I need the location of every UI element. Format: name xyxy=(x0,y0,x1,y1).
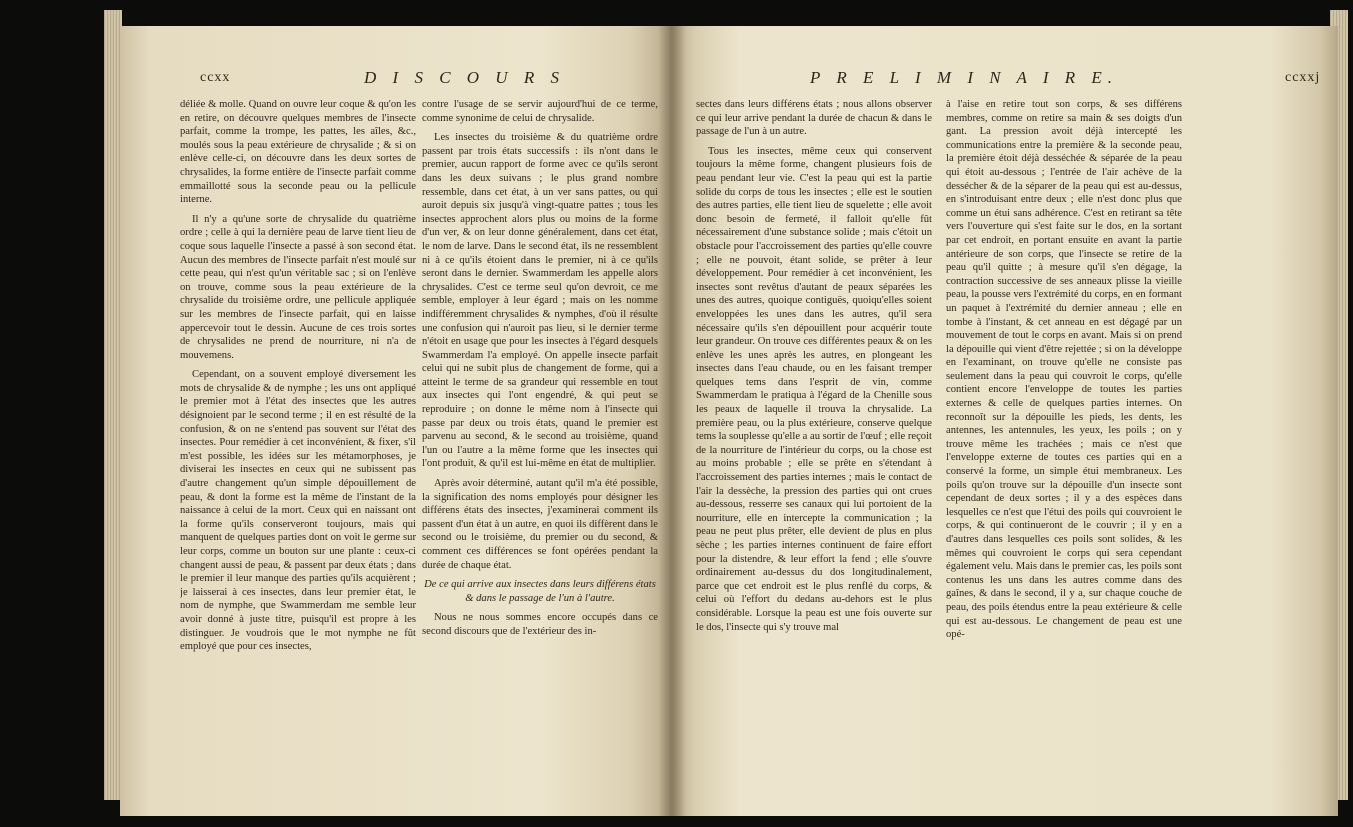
right-running-head: P R E L I M I N A I R E. xyxy=(810,68,1119,87)
open-book xyxy=(120,26,1338,816)
left-page xyxy=(120,26,670,816)
left-running-head: D I S C O U R S xyxy=(364,68,565,87)
left-page-column-1 xyxy=(180,98,416,810)
paragraph: Cependant, on a souvent employé diversement les mots de chrysalide & de nymphe ; les uns ont appliqué le premier mot à l'état des insectes que les autres désignoient par le second terme ; il en est résulté de la confusion, & on ne s'entend pas souvent sur l'état des insectes. Pour remédier à cet inconvénient, & fixer, s'il m'est possible, les idées sur les métamorphoses, je diviserai les insectes en ceux qui ne subissent pas d'autre changement qu'un simple dépouillement de peau, & dont la forme est la même de l'instant de la naissance à celui de la mort. Ceux qui en naissant ont la forme qu'ils conserveront toujours, mais qui manquent de quelques parties dont on voit le germe sur leur corps, comme un bouton sur une plante : ceux-ci changent aussi de peau, & passent par deux états ; dans le premier il leur manque des parties qu'ils acquièrent ; je laisserai à ces insectes, dans leur premier état, le nom de nymphe, que Swammerdam me semble leur avoir donné à juste titre, puisqu'il est propre à les distinguer. Je voudrois que le mot nymphe ne fût employé que pour ces insectes, xyxy=(180,369,416,653)
right-page-column-2 xyxy=(946,98,1182,810)
right-page-number: ccxxj xyxy=(1285,70,1321,85)
paragraph: Les insectes du troisième & du quatrième ordre passent par trois états successifs : ils n'ont dans le premier, aucun rapport de forme avec ce qu'ils seront dans les deux suivans ; le plus grand nombre ressemble, dans cet état, à un ver sans pattes, ou qui auroit depuis six jusqu'à vingt-quatre pattes ; tous les insectes approchent alors plus ou moins de la forme d'un ver, & on leur donne généralement, dans cet état, le nom de larve. Dans le second état, ils ne ressemblent ni à ce qu'ils étoient dans le premier, ni à ce qu'ils seront dans le dernier. Swammerdam les appelle alors chrysalides. C'est ce terme seul qu'on devroit, ce me semble, employer à leur égard ; mais on les nomme indifféremment chrysalides & nymphes, d'où il résulte une confusion qui n'auroit pas lieu, si le dernier terme n'étoit en usage que pour les insectes à l'égard desquels Swammerdam l'a employé. On appelle insecte parfait celui qui ne subit plus de changement de forme, qui a atteint le terme de sa grandeur qui ressemble en tout aux insectes qui l'ont engendré, & qui peut se reproduire ; on donne le même nom à l'insecte qui passe par deux ou trois états, quand le premier est parvenu au second, & le second au troisième, quand l'un ou l'autre a la même forme que les insectes qui l'ont produit, & qu'il est lui-même en état de multiplier. xyxy=(422,132,658,470)
right-page-column-1 xyxy=(696,98,932,810)
left-page-column-2 xyxy=(422,98,658,810)
paragraph: à l'aise en retire tout son corps, & ses différens membres, comme on retire sa main & ses doigts d'un gant. La pression avoit déjà intercepté les communications entre la première & la seconde peau, la première étoit déjà desséchée & séparée de la peau qui étoit au-dessous ; l'entrée de l'air achève de la dessécher & de la séparer de la peau qui est au-dessus, en s'introduisant entre deux ; elle n'est donc plus que comme un étui sans adhérence. C'est en retirant sa tête vers l'ouverture qui s'est faite sur le dos, en la sortant par cet endroit, en portant ensuite en avant la partie antérieure de son corps, que l'insecte se retire de la peau qu'il quitte ; à mesure qu'il s'en dégage, la contraction successive de ses anneaux plisse la vieille peau, la pousse vers l'extrémité du corps, en en formant un paquet à l'extrémité du dernier anneau ; elle en tombe à l'instant, & cet anneau en est dégagé par un mouvement de tout le corps en avant. Mais si on prend la dépouille qui vient d'être rejettée ; si on la développe en l'examinant, on trouve qu'elle ne consiste pas seulement dans la peau qui couvroit le corps, qu'elle contient encore l'enveloppe de toutes les parties externes & celle de quelques parties internes. On reconnoît sur la dépouille les pieds, les dents, les antennes, les antennules, les yeux, les poils ; on y trouve même les trachées ; mais ce n'est que l'enveloppe externe de toutes ces parties qui en a conservé la forme, un simple étui membraneux. Les poils qu'on trouve sur la dépouille d'un insecte sont cependant de deux sortes ; il y a des espèces dans lesquelles ce n'est que l'étui des poils qui couvroient le corps, & qui continueront de le couvrir ; il y en a d'autres dans lesquelles ces poils sont solides, & les mêmes qui couvroient le corps qui sera cependant également velu. Mais dans le premier cas, les poils sont contenus les uns dans les autres comme dans des gaînes, & dans le second, il y a, sur chaque couche de peau, des poils étendus entre la peau extérieure & celle qui est au-dessous. Le changement de peau est une opé- xyxy=(946,99,1182,641)
book-gutter xyxy=(658,26,686,816)
paragraph: déliée & molle. Quand on ouvre leur coque & qu'on les en retire, on découvre quelques membres de l'insecte parfait, comme la trompe, les pattes, les aîles, &c., moulés sous la peau extérieure de chrysalide ; & si on enlève celle-ci, on découvre dans les deux sortes de chrysalides, la forme entière de l'insecte parfait comme emmaillotté sous la seconde peau ou la pellicule interne. xyxy=(180,99,416,206)
left-page-number: ccxx xyxy=(200,70,231,85)
paragraph: contre l'usage de se servir aujourd'hui de ce terme, comme synonime de celui de chrysalide. xyxy=(422,99,658,124)
paragraph: Tous les insectes, même ceux qui conservent toujours la même forme, changent plusieurs fois de peau pendant leur vie. C'est la peau qui est la partie solide du corps de tous les insectes ; elle est le soutien des autres parties, elle tient lieu de squelette ; elle avoit donc besoin de fermeté, il falloit qu'elle fût nécessairement d'une substance solide ; mais c'étoit un obstacle pour l'accroissement des parties qu'elle couvre ; elle ne pouvoit, étant solide, se prêter à leur développement. Pour remédier à cet inconvénient, les insectes sont revêtus d'autant de peaux séparées les unes des autres, quoique contiguës, quoiqu'elles soient enveloppées les unes dans les autres, qu'il sera nécessaire qu'ils s'en dépouillent pour acquérir toute leur grandeur. On trouve ces différentes peaux & on les enlève les unes après les autres, en plongeant les insectes dans l'eau chaude, ou en les faisant tremper quelques tems dans l'esprit de vin, comme Swammerdam le pratiqua à l'égard de la Chenille sous les peaux de laquelle il trouva la chrysalide. La première peau, ou la plus extérieure, conserve quelque tems la souplesse qu'elle a au sortir de l'œuf ; elle reçoit de la nourriture de l'intérieur du corps, ou la chose est au moins probable ; elle se prête en s'étendant à l'accroissement des parties internes ; mais le contact de l'air la dessèche, la pression des parties qui ont crues au-dessous, resserre ses canaux qui lui portoient de la nourriture, elle en intercepte la communication ; la peau ne peut plus prêter, elle devient de plus en plus sèche ; les parties internes continuent de faire effort pour la distendre, & leur effort la fend ; elle s'ouvre ordinairement au-dessus du dos longitudinalement, parce que cet endroit est le plus renflé du corps, & celui où l'effort du dedans au-dehors est le plus considérable. Lorsque la peau est une fois ouverte sur le dos, l'insecte qui s'y trouve mal xyxy=(696,145,932,633)
paragraph: sectes dans leurs différens états ; nous allons observer ce qui leur arrive pendant la durée de chacun & dans le passage de l'un à un autre. xyxy=(696,99,932,138)
right-page xyxy=(670,26,1338,816)
section-heading: De ce qui arrive aux insectes dans leurs différens états & dans le passage de l'un à l'autre. xyxy=(424,579,656,604)
paragraph: Nous ne nous sommes encore occupés dans ce second discours que de l'extérieur des in- xyxy=(422,612,658,637)
paragraph: Il n'y a qu'une sorte de chrysalide du quatrième ordre ; celle à qui la dernière peau de larve tient lieu de coque sous laquelle l'insecte a passé à son second état. Aucun des membres de l'insecte parfait n'est moulé sur cette peau, qui n'est qu'un véritable sac ; si on l'enlève on trouve, comme sous la peau extérieure de la chrysalide du troisième ordre, une pellicule appliquée sur les membres de l'insecte parfait, qui en laisse appercevoir tout le dessin. Aucune de ces trois sortes de chrysalides ne prend de nourriture, ni n'a de mouvemens. xyxy=(180,213,416,361)
paragraph: Après avoir déterminé, autant qu'il m'a été possible, la signification des noms employés pour désigner les différens états des insectes, j'examinerai comment ils passent d'un état à un autre, en quoi ils diffèrent dans le second ou le troisième, du premier ou du second, & comment ces différences se font opérées pendant la durée de chaque état. xyxy=(422,478,658,571)
